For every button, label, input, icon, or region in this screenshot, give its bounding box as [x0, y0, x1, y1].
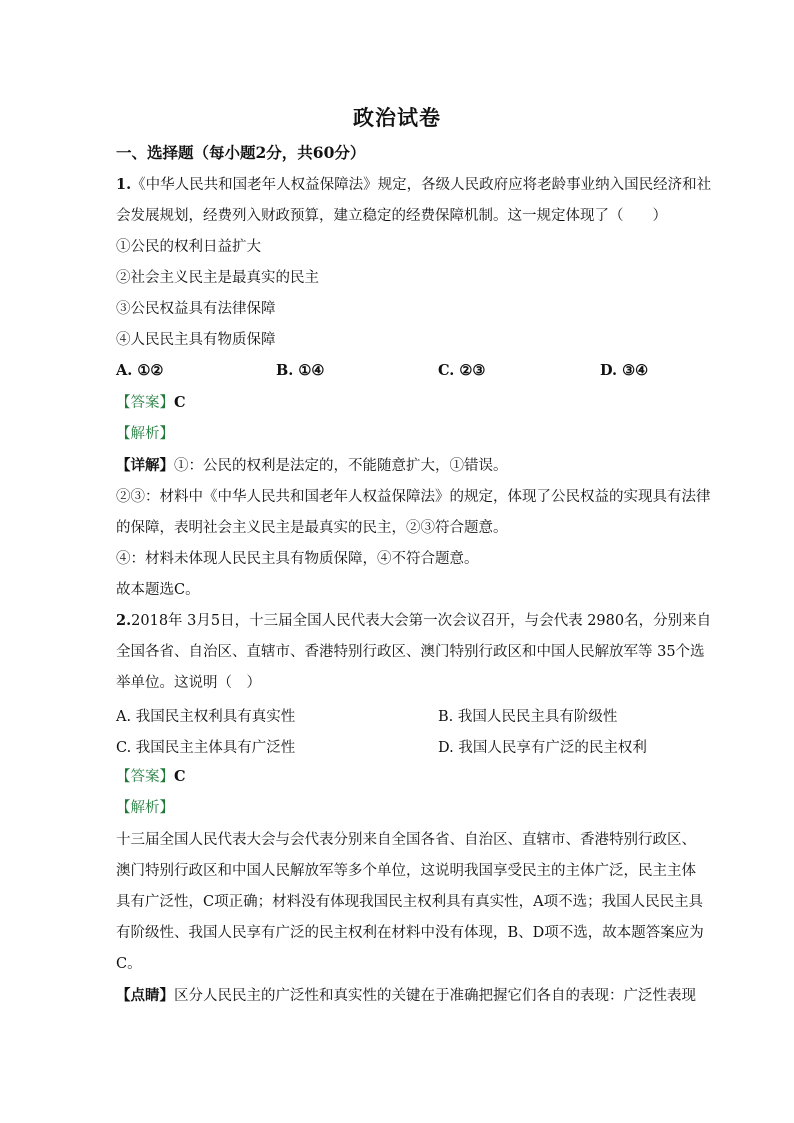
q2-tip-tag: 【点睛】 [116, 987, 174, 1004]
q1-detail-tag: 【详解】 [116, 457, 174, 474]
q1-answer [116, 393, 686, 413]
q1-answer-tag: 【答案】 [116, 395, 174, 411]
q2-analysis-line2: 澳门特别行政区和中国人民解放军等多个单位，这说明我国享受民主的主体广泛，民主主体 [116, 863, 696, 879]
q1-option-a: A. ①② [116, 362, 164, 379]
q2-analysis-line5: C。 [116, 956, 142, 972]
q1-conclusion: 故本题选C。 [116, 582, 200, 598]
q1-detail-line3: 的保障，表明社会主义民主是最真实的民主，②③符合题意。 [116, 520, 508, 536]
q2-answer-tag: 【答案】 [116, 769, 174, 785]
q1-item-2: ②社会主义民主是最真实的民主 [116, 270, 319, 286]
section-heading: 一、选择题（每小题2分，共60分） [116, 143, 366, 162]
q2-stem-line3: 举单位。这说明（ ） [116, 675, 261, 691]
q1-answer-value: C [174, 394, 186, 411]
q2-answer [116, 767, 686, 787]
q2-option-d: D. 我国人民享有广泛的民主权利 [438, 740, 647, 756]
q2-number: 2. [116, 612, 132, 629]
q2-analysis-line4: 有阶级性、我国人民享有广泛的民主权利在材料中没有体现，B、D项不选，故本题答案应为 [116, 925, 704, 941]
q1-number: 1. [116, 176, 132, 193]
q2-option-a: A. 我国民主权利具有真实性 [116, 709, 296, 725]
q2-stem-line2: 全国各省、自治区、直辖市、香港特别行政区、澳门特别行政区和中国人民解放军等 35个选 [116, 644, 705, 660]
q1-option-d: D. ③④ [600, 362, 649, 379]
q2-analysis-tag: 【解析】 [116, 800, 174, 816]
q1-detail-line4: ④：材料未体现人民民主具有物质保障，④不符合题意。 [116, 551, 479, 567]
q1-detail-line2: ②③：材料中《中华人民共和国老年人权益保障法》的规定，体现了公民权益的实现具有法律 [116, 489, 711, 505]
q1-option-c: C. ②③ [438, 362, 486, 379]
q1-item-3: ③公民权益具有法律保障 [116, 301, 276, 317]
q1-stem-line1: 1.《中华人民共和国老年人权益保障法》规定，各级人民政府应将老龄事业纳入国民经济和社 [116, 176, 712, 193]
q2-stem-line1: 2.2018年 3月5日，十三届全国人民代表大会第一次会议召开，与会代表 2980名，分别来自 [116, 612, 712, 629]
q2-tip-line1: 【点睛】区分人民民主的广泛性和真实性的关键在于准确把握它们各自的表现：广泛性表现 [116, 987, 696, 1004]
q1-stem-line2: 会发展规划，经费列入财政预算，建立稳定的经费保障机制。这一规定体现了（ ） [116, 208, 667, 224]
q2-option-b: B. 我国人民民主具有阶级性 [438, 709, 618, 725]
q2-option-c: C. 我国民主主体具有广泛性 [116, 740, 296, 756]
page-title: 政治试卷 [353, 105, 441, 130]
q1-analysis-tag: 【解析】 [116, 426, 174, 442]
q1-item-1: ①公民的权利日益扩大 [116, 239, 261, 255]
q2-analysis-line3: 具有广泛性，C项正确；材料没有体现我国民主权利具有真实性，A项不选；我国人民民主具 [116, 894, 704, 910]
q1-detail-line1: 【详解】①：公民的权利是法定的，不能随意扩大，①错误。 [116, 457, 508, 474]
q2-answer-value: C [174, 768, 186, 785]
q2-analysis-line1: 十三届全国人民代表大会与会代表分别来自全国各省、自治区、直辖市、香港特别行政区、 [116, 832, 696, 848]
q1-item-4: ④人民民主具有物质保障 [116, 332, 276, 348]
q1-option-b: B. ①④ [276, 362, 325, 379]
